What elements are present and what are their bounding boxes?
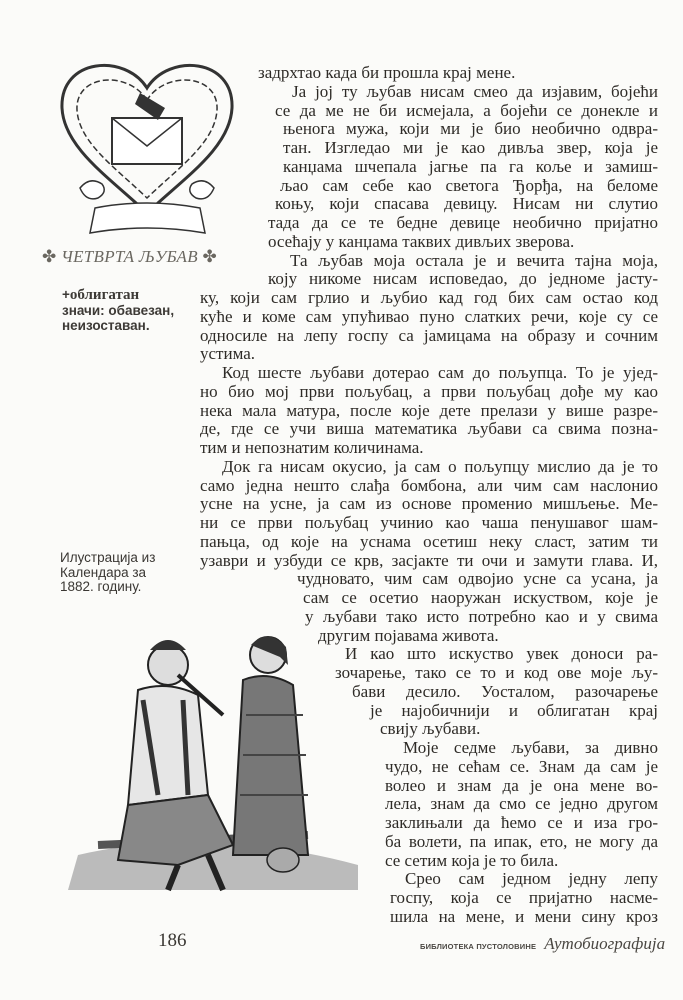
- body-text-line: ни се први пољубац учинио као чаша пенушавог шам-: [200, 513, 658, 532]
- heart-envelope-emblem-illustration: [40, 48, 255, 243]
- illustration-caption: [60, 551, 155, 595]
- body-text-line: је најобичнији и облигатан крај: [370, 700, 658, 720]
- body-text-line: сам се осетио наоружан искуством, које је: [303, 588, 658, 607]
- body-text-line: коју никоме нисам исповедао, до једноме јасту-: [268, 269, 658, 289]
- body-text-line: осећају у канџама таквих дивљих зверова.: [268, 231, 575, 251]
- body-text-line: само једна нешто слађа бомбона, али чим сам наслонио: [200, 475, 658, 495]
- body-text-line: шила на мене, и мени сину кроз: [390, 906, 658, 926]
- body-text-line: у љубави тако исто потребно као и у свима: [305, 606, 658, 626]
- body-text-line: нека мала матура, после које дете прелази у више разре-: [200, 400, 658, 420]
- caption-line: Календара за: [60, 564, 147, 580]
- caption-line: Илустрација из: [60, 550, 156, 565]
- body-text-line: Срео сам једном једну лепу: [405, 869, 658, 889]
- engraving-couple-illustration: [58, 605, 368, 895]
- chapter-title: [42, 247, 252, 267]
- glossary-note: [62, 287, 174, 333]
- body-text-line: тан. Изгледао ми је као дивља звер, која је: [283, 138, 658, 157]
- body-text-line: њенога мужа, који ми је био необично одвра-: [283, 119, 658, 139]
- body-text-line: пањца, од које на уснама осетиш неку сласт, затим ти: [200, 531, 658, 551]
- body-text-line: усне на усне, ја сам из основе променио мишљење. Ме-: [200, 494, 658, 514]
- note-text: значи: обавезан,: [62, 303, 175, 318]
- body-text-line: коњу, који спасава девицу. Нисам ни слутио: [275, 194, 658, 214]
- body-text-line: Док га нисам окусио, ја сам о пољупцу мислио да је то: [222, 456, 658, 476]
- clover-ornament-icon: ✤: [202, 247, 217, 266]
- body-text-line: лела, знам да смо се једно другом: [385, 794, 658, 814]
- page-number: 186: [158, 930, 187, 951]
- body-text-line: де, где се учи виша математика љубави са свима позна-: [200, 419, 658, 439]
- body-text-line: чудо, не сећам се. Знам да сам је: [385, 756, 658, 776]
- running-footer: [420, 934, 665, 954]
- body-text-line: Код шесте љубави дотерао сам до пољупца. То је уjед-: [222, 363, 658, 382]
- body-text-line: И као што искуство увек доноси ра-: [345, 644, 658, 664]
- body-text-line: ку, који сам грлио и љубио кад год бих сам остао код: [200, 288, 658, 307]
- chapter-title-text: ЧЕТВРТА ЉУБАВ: [61, 247, 198, 266]
- body-text-line: Та љубав моја остала је и вечита тајна моја,: [290, 250, 658, 270]
- note-word: облигатан: [69, 287, 140, 303]
- body-text-line: тим и непознатим количинама.: [200, 438, 424, 457]
- body-text-line: бави десило. Уосталом, разочарење: [352, 681, 658, 701]
- note-marker: +: [62, 287, 70, 302]
- body-text-line: устима.: [200, 344, 256, 364]
- body-text-line: се да ме не би исмејала, а бојећи се донекле и: [275, 100, 658, 120]
- body-text-line: госпу, која се пријатно насме-: [390, 888, 658, 907]
- body-text-line: узаври и узбуди се крв, засјакте ти очи и замути глава. И,: [200, 550, 658, 570]
- book-title: Аутобиографија: [544, 934, 666, 953]
- body-text-line: задрхтао када би прошла крај мене.: [258, 63, 516, 82]
- body-text-line: Моје седме љубави, за дивно: [403, 738, 658, 757]
- body-text-line: односиле на лепу госпу са јамицама на образу и сочним: [200, 325, 658, 345]
- body-text-line: зочарење, тако се то и код ове моје љу-: [335, 663, 658, 682]
- body-text-line: но био мој први пољубац, а први пољубац дође му као: [200, 381, 658, 401]
- body-text-line: Ја јој ту љубав нисам смео да изјавим, бојећи: [292, 81, 658, 101]
- body-text-line: ба волети, па ипак, ето, не могу да: [385, 831, 658, 851]
- caption-line: 1882. годину.: [60, 579, 142, 594]
- body-text-line: љао сам себе као светога Ђорђа, на беломе: [280, 175, 658, 195]
- note-text: неизоставан.: [62, 318, 150, 333]
- series-name: БИБЛИОТЕКА ПУСТОЛОВИНЕ: [420, 942, 537, 951]
- clover-ornament-icon: ✤: [42, 247, 57, 266]
- body-text-line: чудновато, чим сам одвојио усне са усана, ја: [297, 569, 658, 589]
- body-text-line: куће и коме сам упућивао пуно слатких речи, које су се: [200, 306, 658, 326]
- body-text-line: се сетим која је то била.: [385, 850, 559, 870]
- body-text-line: канџама шчепала јагње па га коље и замиш-: [283, 156, 658, 176]
- body-text-line: заклињали да ћемо се и иза гро-: [385, 813, 658, 832]
- body-text-line: тада да се те бедне девице необично пријатно: [268, 213, 658, 232]
- body-text-line: свију љубави.: [380, 719, 481, 739]
- body-text-line: волео и знам да је она мене во-: [385, 775, 658, 795]
- body-text-line: другим појавама живота.: [318, 625, 499, 645]
